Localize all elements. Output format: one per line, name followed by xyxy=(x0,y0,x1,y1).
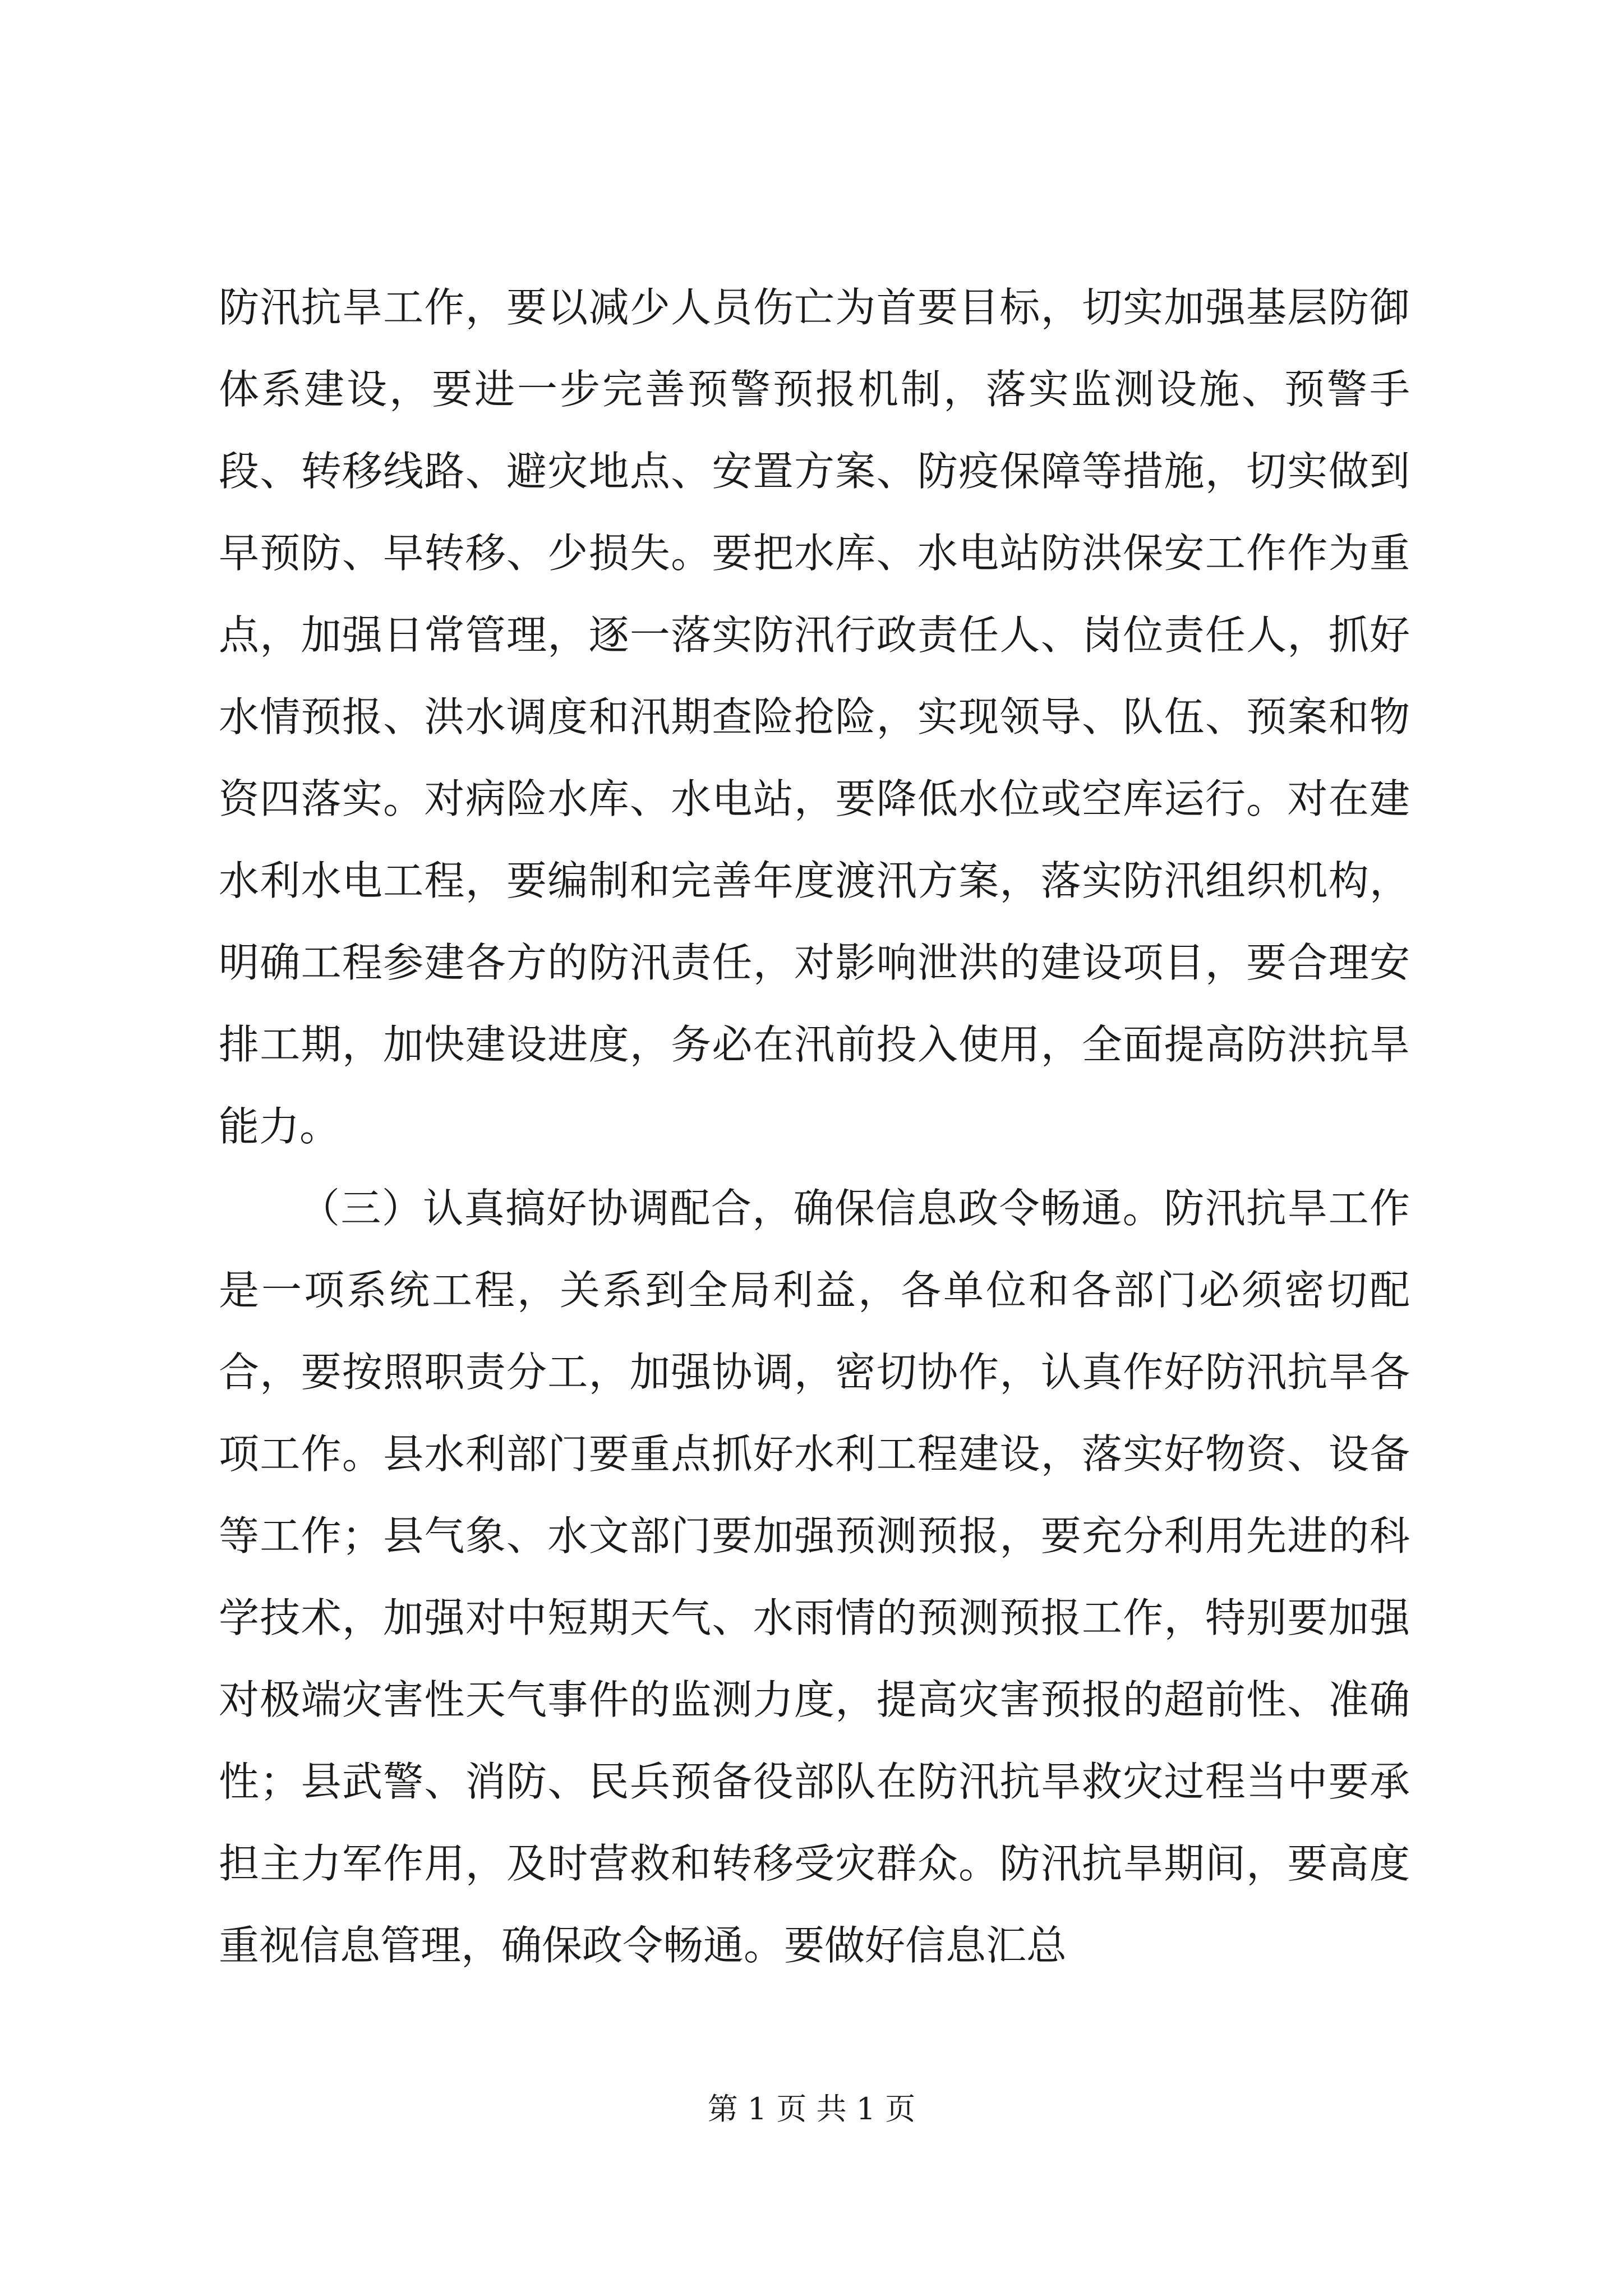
page-footer: 第 1 页 共 1 页 xyxy=(707,2091,916,2127)
paragraph-section-three: （三）认真搞好协调配合，确保信息政令畅通。防汛抗旱工作是一项系统工程，关系到全局利益，各单位和各部门必须密切配合，要按照职责分工，加强协调，密切协作，认真作好防汛抗旱各项工作。县水利部门要重点抓好水利工程建设，落实好物资、设备等工作；县气象、水文部门要加强预测预报，要充分利用先进的科学技术，加强对中短期天气、水雨情的预测预报工作，特别要加强对极端灾害性天气事件的监测力度，提高灾害预报的超前性、准确性；县武警、消防、民兵预备役部队在防汛抗旱救灾过程当中要承担主力军作用，及时营救和转移受灾群众。防汛抗旱期间，要高度重视信息管理，确保政令畅通。要做好信息汇总 xyxy=(219,1185,1410,1969)
document-body xyxy=(219,266,1410,1986)
paragraph-continuation: 防汛抗旱工作，要以减少人员伤亡为首要目标，切实加强基层防御体系建设，要进一步完善预警预报机制，落实监测设施、预警手段、转移线路、避灾地点、安置方案、防疫保障等措施，切实做到早预防、早转移、少损失。要把水库、水电站防洪保安工作作为重点，加强日常管理，逐一落实防汛行政责任人、岗位责任人，抓好水情预报、洪水调度和汛期查险抢险，实现领导、队伍、预案和物资四落实。对病险水库、水电站，要降低水位或空库运行。对在建水利水电工程，要编制和完善年度渡汛方案，落实防汛组织机构，明确工程参建各方的防汛责任，对影响泄洪的建设项目，要合理安排工期，加快建设进度，务必在汛前投入使用，全面提高防洪抗旱能力。 xyxy=(219,284,1410,1150)
